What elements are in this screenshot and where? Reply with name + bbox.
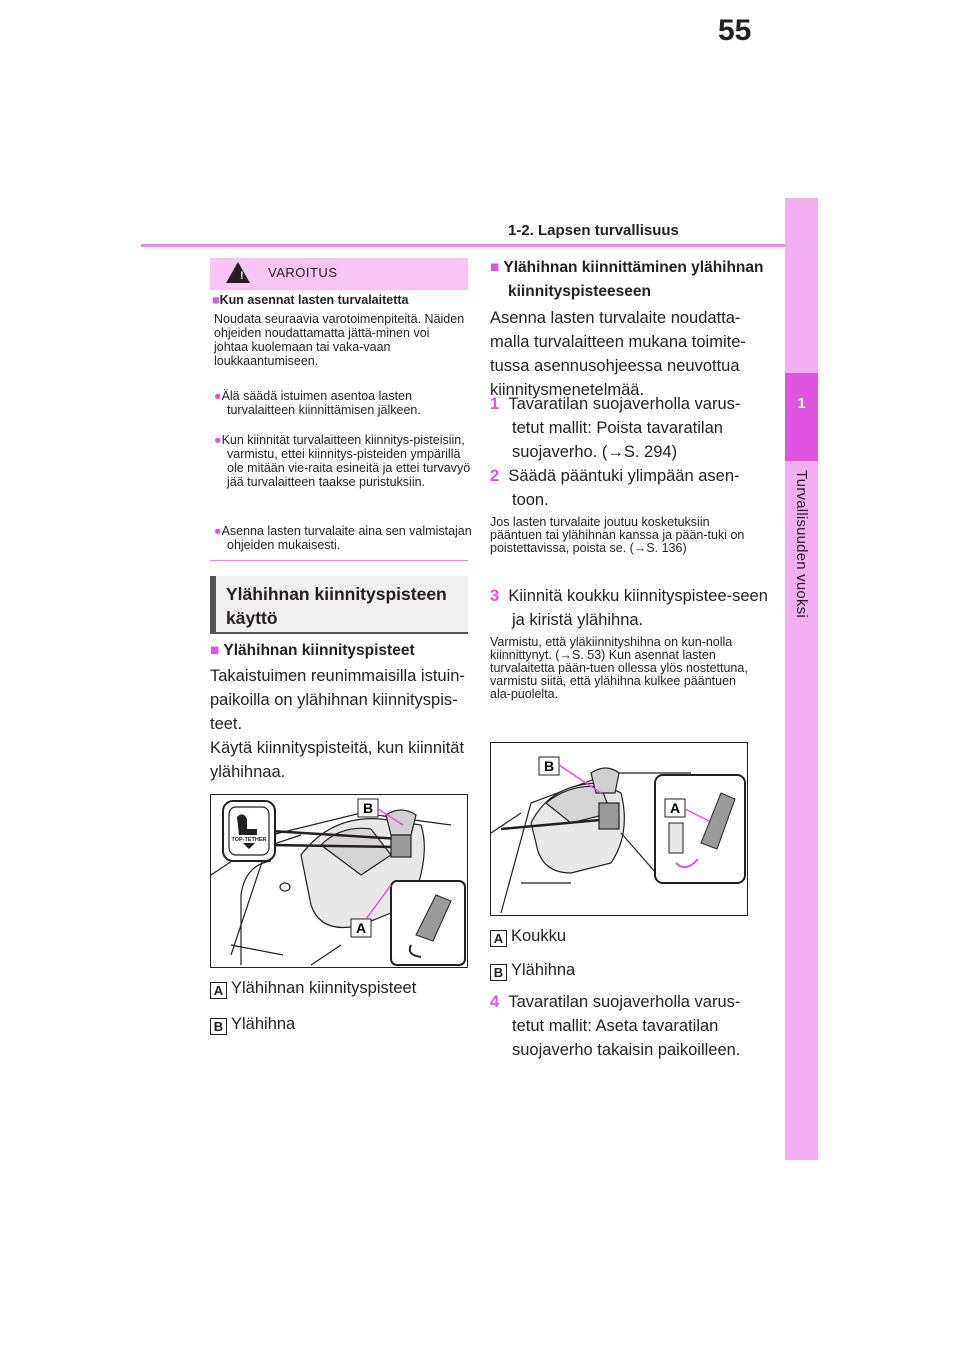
square-bullet-icon: ■ <box>212 293 220 307</box>
figure-hook <box>490 742 748 916</box>
chapter-number: 1 <box>797 395 806 412</box>
warning-intro: Noudata seuraavia varotoimenpiteitä. Näiden ohjeiden noudattamatta jättä-minen voi johtaa kuolemaan tai vaka-vaan loukkaantumiseen. <box>214 312 465 368</box>
legend-item: B Ylähihna <box>490 958 575 982</box>
seat-illustration <box>211 795 467 967</box>
square-bullet-icon: ■ <box>490 259 500 276</box>
round-bullet-icon: ● <box>214 433 222 447</box>
section-reference: 1-2. Lapsen turvallisuus <box>508 222 679 239</box>
figure-label-b: B <box>362 800 374 816</box>
figure-label-a: A <box>355 920 367 936</box>
subheading-anchorages: ■ Ylähihnan kiinnityspisteet <box>210 642 415 659</box>
legend-item: B Ylähihna <box>210 1012 295 1036</box>
chapter-tab-active[interactable] <box>785 373 818 461</box>
exclamation-icon: ! <box>240 270 244 282</box>
legend-item: A Koukku <box>490 924 566 948</box>
hook-illustration <box>491 743 747 915</box>
warning-subtitle: ■Kun asennat lasten turvalaitetta <box>212 293 409 307</box>
paragraph-use: Käytä kiinnityspisteitä, kun kiinnität ylähihnaa. <box>210 739 465 781</box>
header-rule <box>141 244 785 247</box>
warning-bullet: ●Kun kiinnität turvalaitteen kiinnitys-pisteisiin, varmistu, ettei kiinnitys-pisteiden ympärillä ole mitään vie-raita esineitä ja ettei turvavyö jää turvalaitteen taakse puristuksiin. <box>214 433 471 489</box>
warning-triangle-icon <box>226 262 250 283</box>
page-number: 55 <box>718 14 752 47</box>
step-4: 4 Tavaratilan suojaverholla varus-tetut mallit: Aseta tavaratilan suojaverho takaisin paikoilleen. <box>490 993 741 1059</box>
chapter-title: Turvallisuuden vuoksi <box>793 470 810 618</box>
legend-item: A Ylähihnan kiinnityspisteet <box>210 976 416 1000</box>
warning-bullet: ●Älä säädä istuimen asentoa lasten turvalaitteen kiinnittämisen jälkeen. <box>214 389 421 417</box>
square-bullet-icon: ■ <box>210 642 220 659</box>
step-1: 1 Tavaratilan suojaverholla varus-tetut mallit: Poista tavaratilan suojaverho. (→S. 294) <box>490 395 741 461</box>
round-bullet-icon: ● <box>214 524 222 538</box>
paragraph-anchorages: Takaistuimen reunimmaisilla istuin-paikoilla on ylähihnan kiinnityspis-teet. <box>210 667 465 733</box>
figure-label-b: B <box>543 758 555 774</box>
section-heading: Ylähihnan kiinnityspisteen käyttö <box>226 584 447 628</box>
figure-anchorage <box>210 794 468 968</box>
round-bullet-icon: ● <box>214 389 222 403</box>
badge-label: TOP-TETHER <box>231 837 267 843</box>
note-tether: Varmistu, että yläkiinnityshihna on kun-nolla kiinnittynyt. (→S. 53) Kun asennat lasten turvalaitetta pään-tuen ollessa ylös nostettuna, varmistu siitä, että ylähihna kulkee pääntuen ala-puolelta. <box>490 635 748 701</box>
subheading-attaching: ■ Ylähihnan kiinnittäminen ylähihnan kiinnityspisteeseen <box>490 259 764 300</box>
note-headrest: Jos lasten turvalaite joutuu kosketuksiin pääntuen tai ylähihnan kanssa ja pään-tuki on poistettavissa, poista se. (→S. 136) <box>490 515 745 555</box>
section-heading-box <box>210 576 468 634</box>
warning-bullet: ●Asenna lasten turvalaite aina sen valmistajan ohjeiden mukaisesti. <box>214 524 472 552</box>
warning-box <box>210 258 472 561</box>
warning-title: VAROITUS <box>268 265 338 280</box>
step-3: 3 Kiinnitä koukku kiinnityspistee-seen ja kiristä ylähihna. <box>490 587 768 629</box>
figure-label-a: A <box>669 800 681 816</box>
paragraph-install: Asenna lasten turvalaite noudatta-malla turvalaitteen mukana toimite-tussa asennusohjeessa neuvottua kiinnitysmenetelmää. <box>490 309 746 399</box>
step-2: 2 Säädä pääntuki ylimpään asen-toon. <box>490 467 740 509</box>
